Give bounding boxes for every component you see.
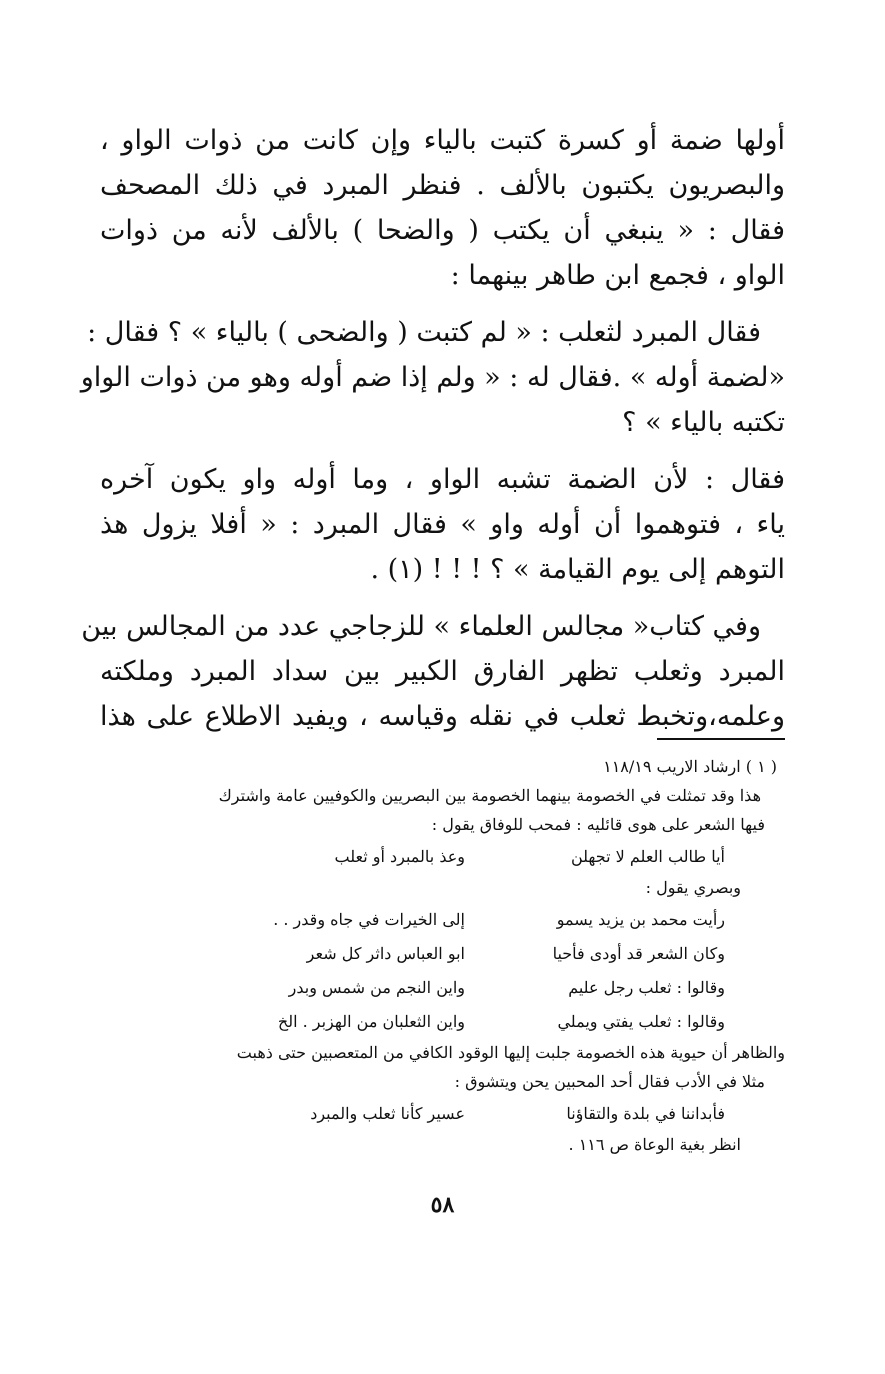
- verse-line: [100, 839, 785, 873]
- text-line: فقال المبرد لثعلب : « لم كتبت ( والضحى ) بالياء » ؟ فقال :: [87, 317, 761, 348]
- text-line: فقال : لأن الضمة تشبه الواو ، وما أوله واو يكون آخره: [100, 464, 785, 495]
- verse-second-hemistich: إلى الخيرات في جاه وقدر . .: [273, 909, 465, 929]
- text-line: والبصريون يكتبون بالألف . فنظر المبرد في ذلك المصحف: [100, 170, 785, 201]
- footnote-line: والظاهر أن حيوية هذه الخصومة جلبت إليها الوقود الكافي من المتعصبين حتى ذهبت: [236, 1043, 785, 1062]
- text-line: تكتبه بالياء » ؟: [622, 407, 785, 438]
- text-line: الواو ، فجمع ابن طاهر بينهما :: [450, 260, 785, 291]
- footnote-divider: [657, 738, 785, 740]
- verse-first-hemistich: أيا طالب العلم لا تجهلن: [570, 846, 725, 866]
- verse-first-hemistich: وقالوا : ثعلب يفتي ويملي: [557, 1011, 725, 1031]
- text-line: ياء ، فتوهموا أن أوله واو » فقال المبرد : « أفلا يزول هذ: [100, 509, 785, 540]
- footnote-reference: ( ١ ) ارشاد الاريب ١١٨/١٩: [603, 757, 777, 776]
- text-line: أولها ضمة أو كسرة كتبت بالياء وإن كانت من ذوات الواو ،: [100, 125, 785, 156]
- paragraph-2: [80, 310, 785, 445]
- verse-second-hemistich: ابو العباس داثر كل شعر: [306, 943, 465, 963]
- footnote-source: انظر بغية الوعاة ص ١١٦ .: [568, 1135, 741, 1154]
- text-line: فقال : « ينبغي أن يكتب ( والضحا ) بالألف لأنه من ذوات: [100, 215, 785, 246]
- verse-second-hemistich: واين النجم من شمس وبدر: [288, 977, 465, 997]
- footnote-line: وبصري يقول :: [645, 878, 741, 897]
- verse-line: [100, 970, 785, 1004]
- paragraph-3: [100, 457, 785, 592]
- paragraph-1: [100, 118, 785, 298]
- text-line: المبرد وثعلب تظهر الفارق الكبير بين سداد المبرد وملكته: [100, 656, 785, 687]
- footnote-line: مثلا في الأدب فقال أحد المحبين يحن ويتشوق :: [454, 1072, 765, 1091]
- verse-first-hemistich: فأبداننا في بلدة والتقاؤنا: [566, 1103, 725, 1123]
- paragraph-4: [81, 604, 785, 739]
- footnotes: [100, 752, 785, 1159]
- page-number: ٥٨: [430, 1192, 455, 1218]
- text-line: «لضمة أوله » .فقال له : « ولم إذا ضم أوله وهو من ذوات الواو: [80, 362, 785, 393]
- verse-line: [100, 1004, 785, 1038]
- text-line: وعلمه،وتخبط ثعلب في نقله وقياسه ، ويفيد الاطلاع على هذا: [100, 701, 785, 732]
- verse-second-hemistich: عسير كأنا ثعلب والمبرد: [310, 1103, 465, 1123]
- verse-second-hemistich: وعذ بالمبرد أو ثعلب: [334, 846, 465, 866]
- text-line: وفي كتاب« مجالس العلماء » للزجاجي عدد من المجالس بين: [81, 611, 761, 642]
- verse-first-hemistich: وكان الشعر قد أودى فأحيا: [552, 943, 725, 963]
- main-text: [80, 118, 785, 751]
- text-line: التوهم إلى يوم القيامة » ؟ ! ! ! (١) .: [370, 554, 785, 585]
- verse-line: [100, 936, 785, 970]
- verse-first-hemistich: وقالوا : ثعلب رجل عليم: [568, 977, 725, 997]
- verse-line: [100, 1096, 785, 1130]
- footnote-line: فيها الشعر على هوى قائليه : فمحب للوفاق يقول :: [431, 815, 765, 834]
- footnote-line: هذا وقد تمثلت في الخصومة بينهما الخصومة بين البصريين والكوفيين عامة واشترك: [218, 786, 761, 805]
- verse-second-hemistich: واين الثعلبان من الهزبر . الخ: [277, 1011, 465, 1031]
- verse-line: [100, 902, 785, 936]
- verse-first-hemistich: رأيت محمد بن يزيد يسمو: [556, 909, 725, 929]
